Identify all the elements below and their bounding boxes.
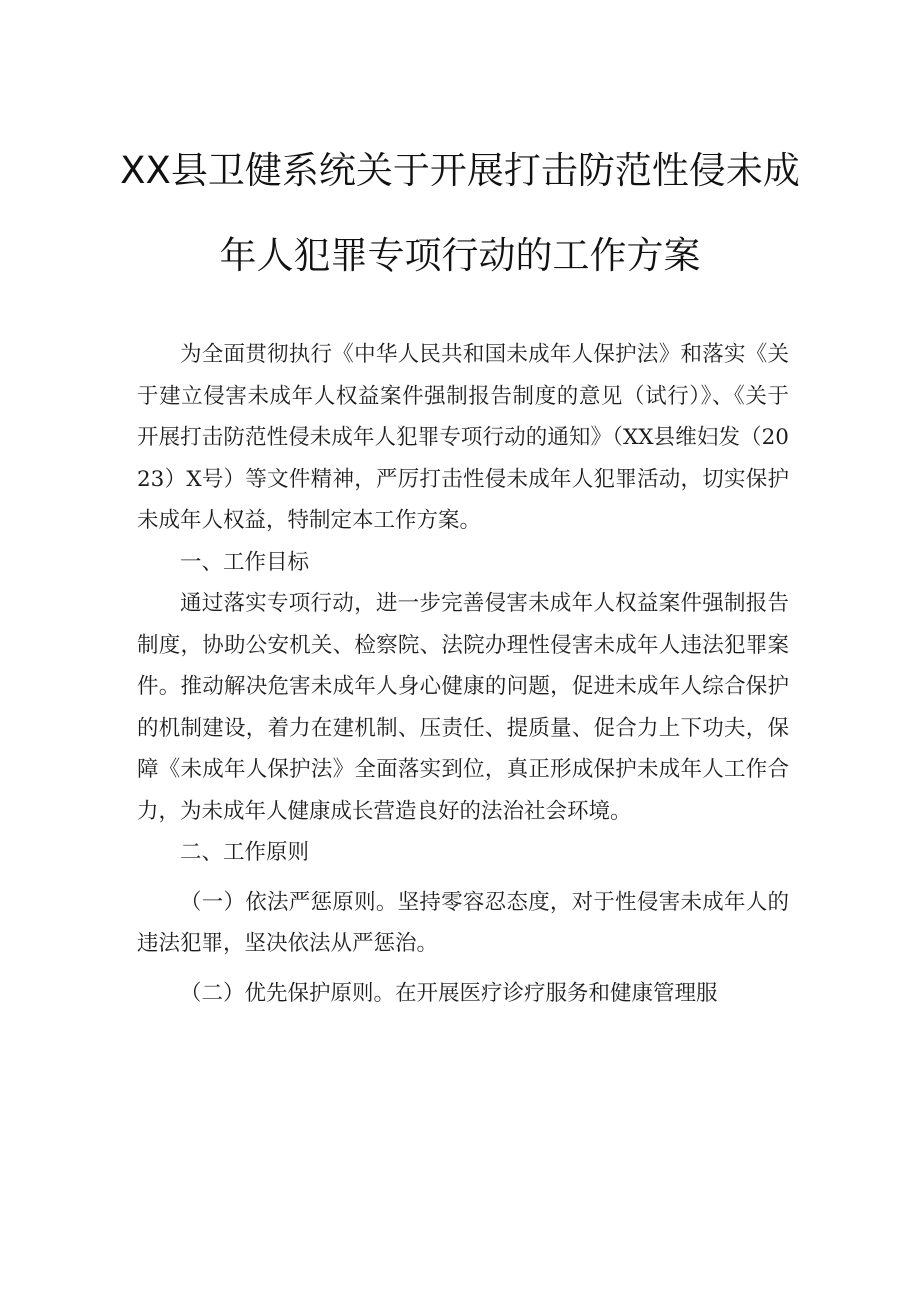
principle-paragraph-1: （一）依法严惩原则。坚持零容忍态度，对于性侵害未成年人的违法犯罪，坚决依法从严惩治。 <box>137 889 789 956</box>
principle-paragraph-2: （二）优先保护原则。在开展医疗诊疗服务和健康管理服 <box>180 980 718 1006</box>
document-title-line-1: XX县卫健系统关于开展打击防范性侵未成 <box>120 149 800 192</box>
goals-paragraph: 通过落实专项行动，进一步完善侵害未成年人权益案件强制报告制度，协助公安机关、检察院、法院办理性侵害未成年人违法犯罪案件。推动解决危害未成年人身心健康的问题，促进未成年人综合保护的机制建设，着力在建机制、压责任、提质量、促合力上下功夫，保障《未成年人保护法》全面落实到位，真正形成保护未成年人工作合力，为未成年人健康成长营造良好的法治社会环境。 <box>137 591 789 824</box>
document-title-line-2: 年人犯罪专项行动的工作方案 <box>219 234 701 277</box>
section-heading-goals: 一、工作目标 <box>180 549 310 575</box>
document-body <box>137 334 789 1014</box>
intro-paragraph: 为全面贯彻执行《中华人民共和国未成年人保护法》和落实《关于建立侵害未成年人权益案件强制报告制度的意见（试行）》、《关于开展打击防范性侵未成年人犯罪专项行动的通知》（XX县维妇发（2023）X号）等文件精神，严厉打击性侵未成年人犯罪活动，切实保护未成年人权益，特制定本工作方案。 <box>137 342 789 533</box>
section-heading-principles: 二、工作原则 <box>180 840 310 865</box>
